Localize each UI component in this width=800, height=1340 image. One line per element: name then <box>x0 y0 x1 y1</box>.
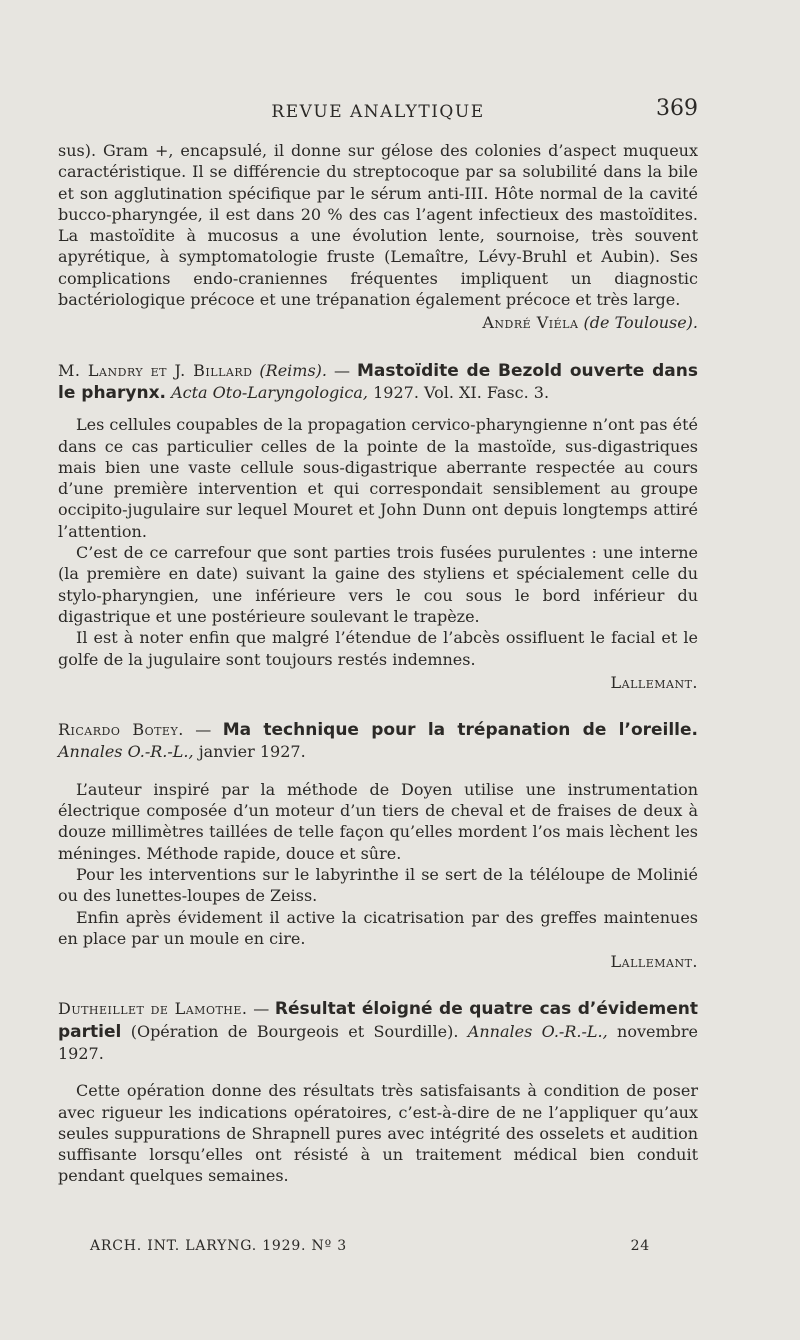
page-header <box>58 96 698 126</box>
page-number: 369 <box>656 96 698 121</box>
heading-gap <box>58 763 698 779</box>
heading-dash: — <box>195 720 212 740</box>
journal-citation: 1927. Vol. XI. Fasc. 3. <box>373 382 550 402</box>
review-authors: Ricardo Botey. <box>58 720 184 740</box>
review-bezold <box>58 360 698 693</box>
review-location: (Reims). <box>259 360 327 380</box>
review-paragraph: Il est à noter enfin que malgré l’étendue de l’abcès ossifluent le facial et le golfe de la jugulaire sont toujours restés indemnes. <box>58 628 698 669</box>
review-botey <box>58 719 698 972</box>
heading-dash: — <box>253 999 270 1019</box>
heading-dash: — <box>333 360 350 380</box>
journal-citation: janvier 1927. <box>198 742 306 762</box>
review-authors: Dutheillet de Lamothe. <box>58 999 248 1019</box>
review-dutheillet <box>58 998 698 1186</box>
article-title: Ma technique pour la trépanation de l’oreille. <box>222 720 699 741</box>
footer-sheet-number: 24 <box>630 1238 650 1254</box>
article-title: Résultat éloigné de quatre cas d’évidement partiel <box>58 999 698 1042</box>
review-paragraph: L’auteur inspiré par la méthode de Doyen utilise une instrumentation électrique composée d’un moteur d’un tiers de cheval et de fraises de deux à douze millimètres taillées de telle façon qu’elles mordent l’os mais lèchent les méninges. Méthode rapide, douce et sûre. <box>58 779 698 863</box>
article-title: Mastoïdite de Bezold ouverte dans le pharynx. <box>58 360 698 403</box>
review-authors: M. Landry et J. Billard <box>58 360 253 380</box>
review-signature <box>58 312 698 333</box>
page-content <box>58 140 698 1187</box>
review-viela <box>58 140 698 334</box>
section-gap <box>58 334 698 360</box>
review-body: sus). Gram +, encapsulé, il donne sur gélose des colonies d’aspect muqueux caractéristique. Il se différencie du streptocoque par sa solubilité dans la bile et son agglutination spécifique par le sérum anti-III. Hôte normal de la cavité bucco-pharyngée, il est dans 20 % des cas l’agent infectieux des mastoïdites. La mastoïdite à mucosus a une évolution lente, sournoise, très souvent apyrétique, à symptomatologie fruste (Lemaître, Lévy-Bruhl et Aubin). Ses complications endo-craniennes fréquentes impliquent un diagnostic bactériologique précoce et une trépanation également précoce et très large. <box>58 141 698 310</box>
review-paragraph: Cette opération donne des résultats très satisfaisants à condition de poser avec rigueur les indications opératoires, c’est-à-dire de ne l’appliquer qu’aux seules suppurations de Shrapnell pures avec intégrité des osselets et audition suffisante lorsqu’elles ont résisté à un traitement médical bien conduit pendant quelques semaines. <box>58 1081 698 1186</box>
review-signature: Lallemant. <box>610 672 698 692</box>
review-heading <box>58 998 698 1064</box>
review-heading <box>58 719 698 763</box>
signature-name: André Viéla <box>482 313 579 333</box>
section-gap <box>58 972 698 998</box>
footer-journal-line: ARCH. INT. LARYNG. 1929. Nº 3 <box>90 1238 347 1254</box>
review-paragraph: Les cellules coupables de la propagation cervico-pharyngienne n’ont pas été dans ce cas particulier celles de la pointe de la mastoïde, sus-digastriques mais bien une vaste cellule sous-digastrique aberrante respectée au cours d’une première intervention et qui correspondait sensiblement au groupe occipito-jugulaire sur lequel Mouret et John Dunn ont depuis longtemps attiré l’attention. <box>58 415 698 541</box>
heading-gap <box>58 1064 698 1080</box>
section-gap <box>58 693 698 719</box>
review-heading <box>58 360 698 405</box>
journal-name: Annales O.-R.-L., <box>467 1021 608 1041</box>
review-paragraph: C’est de ce carrefour que sont parties trois fusées purulentes : une interne (la première en date) suivant la gaine des styliens et spécialement celle du stylo-pharyngien, une inférieure vers le cou sous le bord inférieur du digastrique et une postérieure soulevant le trapèze. <box>58 543 698 626</box>
review-paragraph: Enfin après évidement il active la cicatrisation par des greffes maintenues en place par un moule en cire. <box>58 907 698 948</box>
journal-name: Acta Oto-Laryngologica, <box>171 382 368 402</box>
signature-place: (de Toulouse). <box>583 313 698 333</box>
journal-citation: novembre 1927. <box>58 1021 699 1063</box>
review-signature: Lallemant. <box>610 952 698 972</box>
heading-gap <box>58 404 698 414</box>
running-title: REVUE ANALYTIQUE <box>271 102 485 122</box>
article-subtitle: (Opération de Bourgeois et Sourdille). <box>130 1021 468 1041</box>
review-paragraph: Pour les interventions sur le labyrinthe il se sert de la téléloupe de Molinié ou des lunettes-loupes de Zeiss. <box>58 864 698 906</box>
journal-name: Annales O.-R.-L., <box>58 742 194 762</box>
